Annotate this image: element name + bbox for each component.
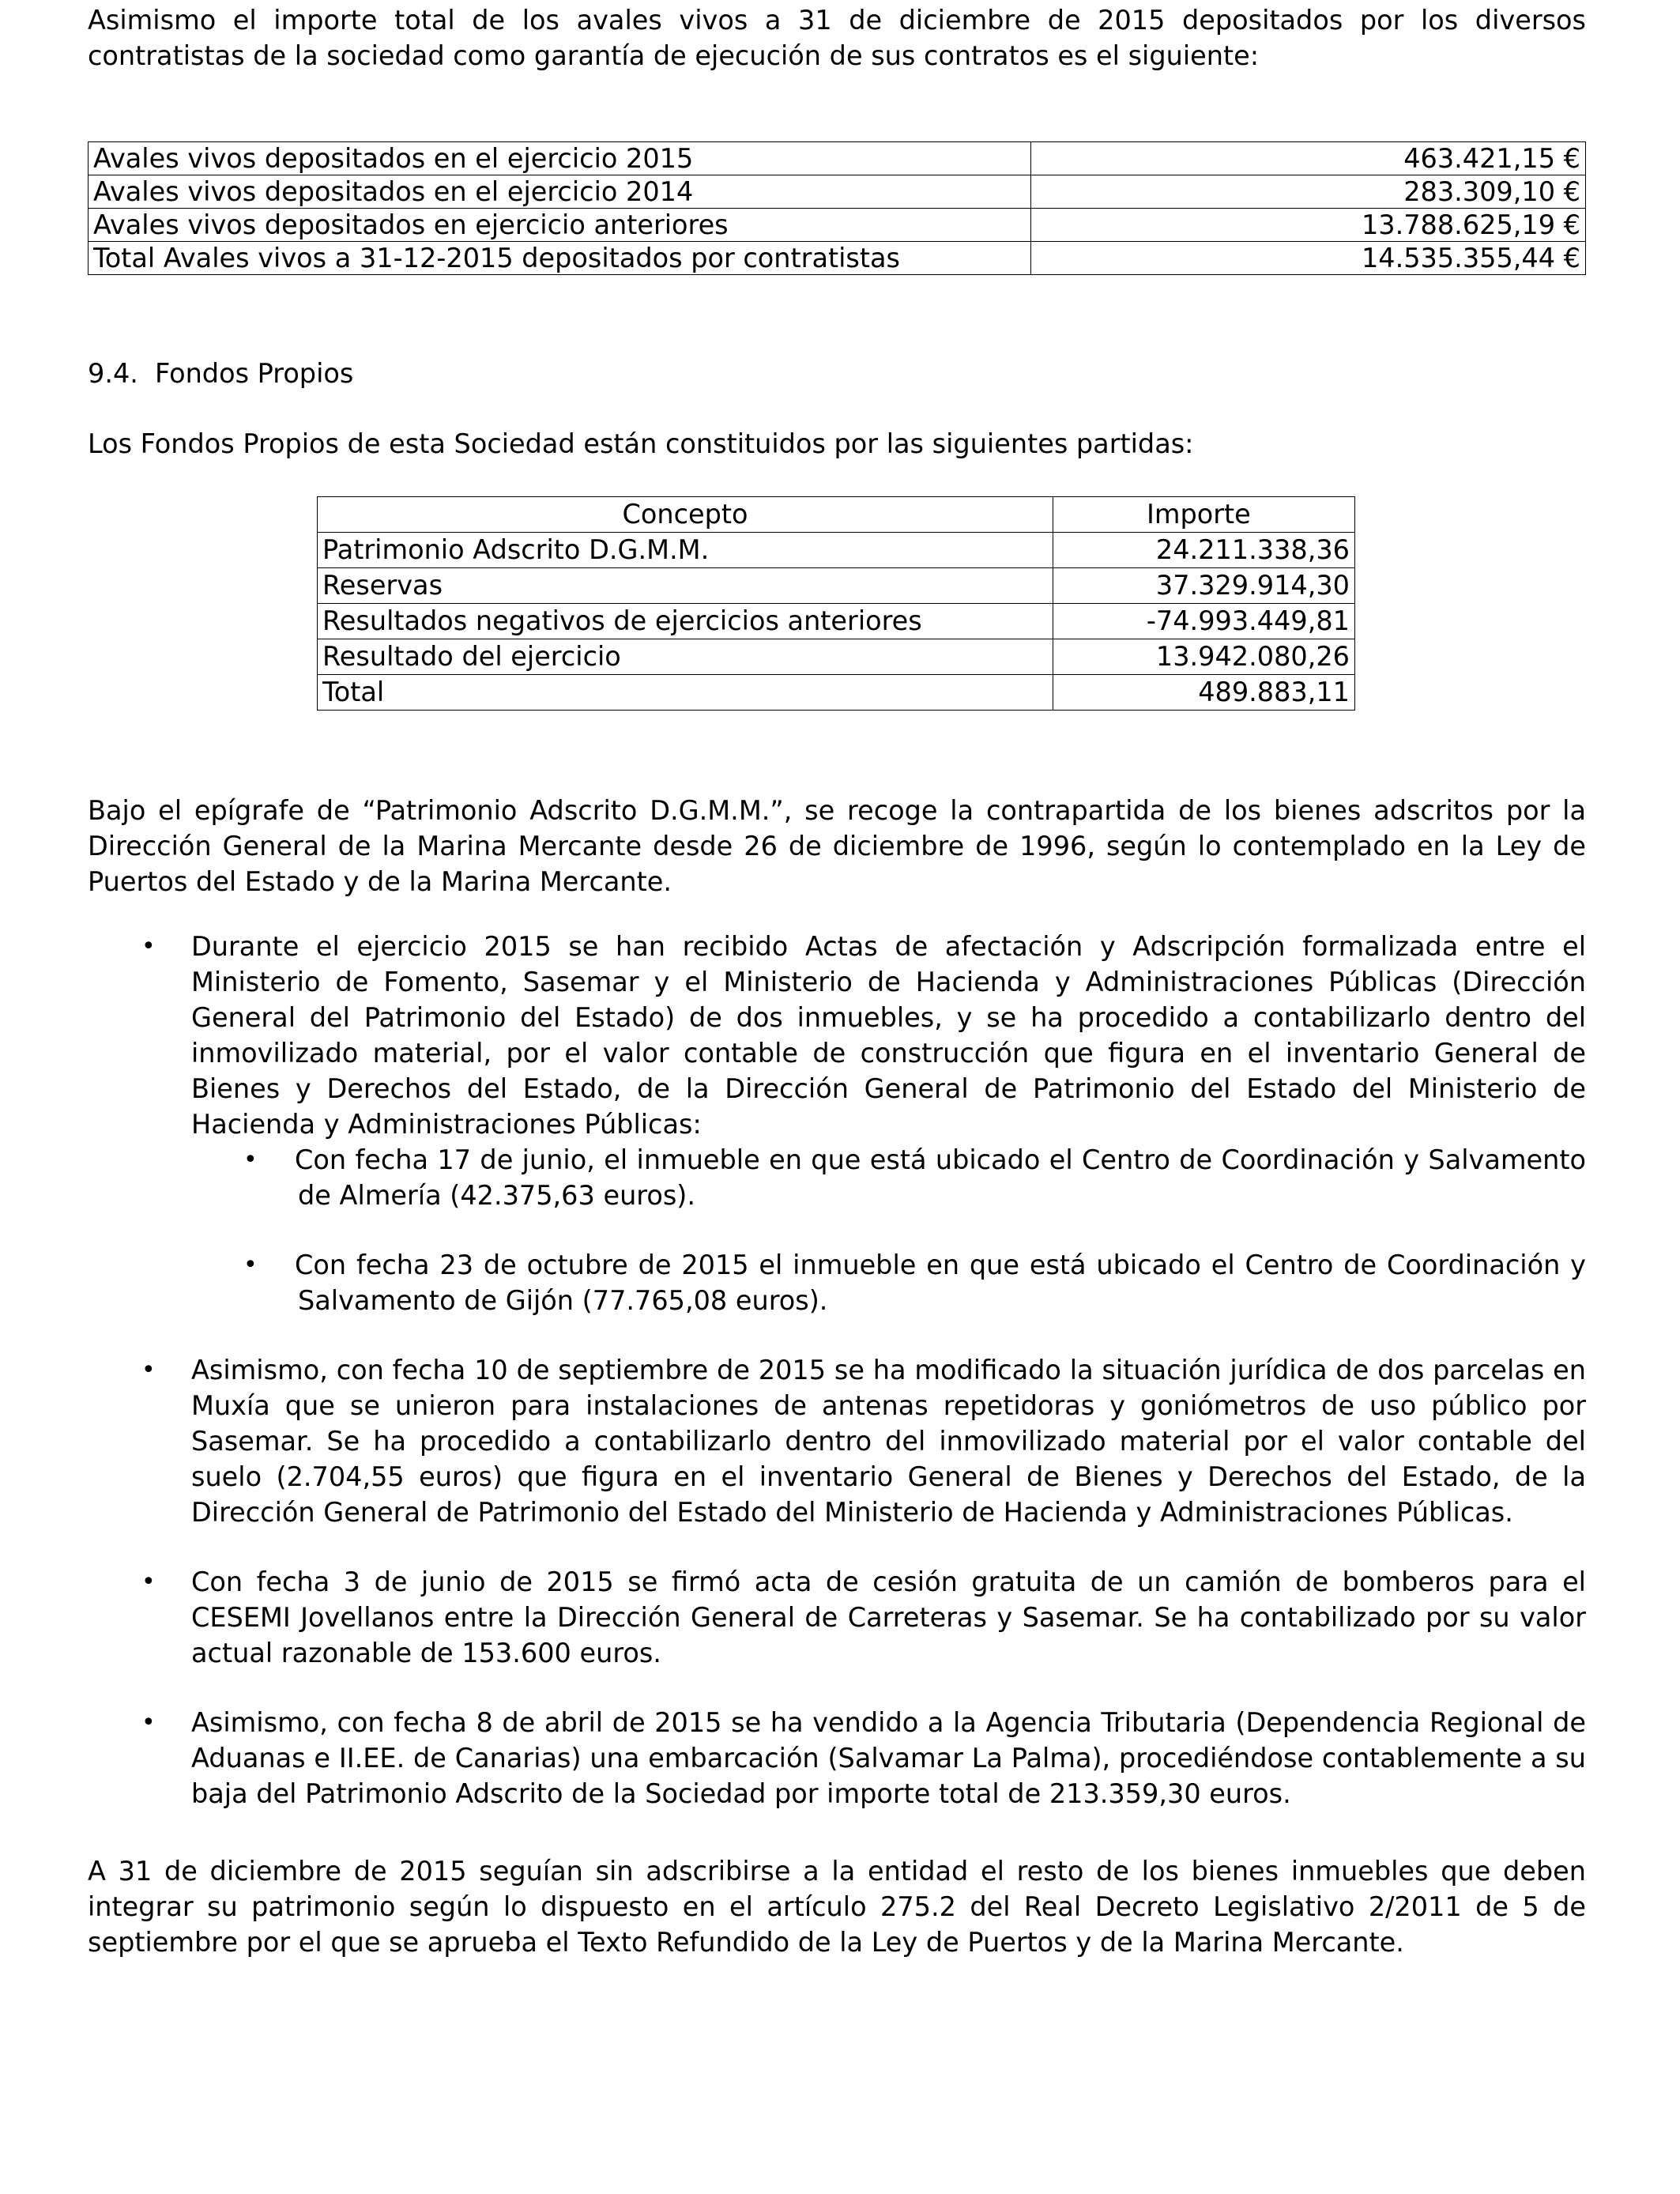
table-row: [318, 568, 1355, 604]
importe-cell: 13.942.080,26: [1053, 639, 1355, 675]
avales-label: Avales vivos depositados en el ejercicio 2014: [89, 175, 1031, 209]
list-item-text: Asimismo, con fecha 8 de abril de 2015 se ha vendido a la Agencia Tributaria (Dependencia Regional de Aduanas e II.EE. de Canarias) una embarcación (Salvamar La Palma), procediéndose contablemente a su baja del Patrimonio Adscrito de la Sociedad por importe total de 213.359,30 euros.: [191, 1707, 1586, 1809]
table-header-row: [318, 497, 1355, 533]
importe-cell: 489.883,11: [1053, 675, 1355, 711]
avales-label: Total Avales vivos a 31-12-2015 depositados por contratistas: [89, 242, 1031, 275]
closing-paragraph: A 31 de diciembre de 2015 seguían sin adscribirse a la entidad el resto de los bienes inmuebles que deben integrar su patrimonio según lo dispuesto en el artículo 275.2 del Real Decreto Legislativo 2/2011 de 5 de septiembre por el que se aprueba el Texto Refundido de la Ley de Puertos y de la Marina Mercante.: [88, 1856, 1586, 1958]
importe-cell: 37.329.914,30: [1053, 568, 1355, 604]
bullet-icon: •: [141, 1356, 156, 1384]
column-header-importe: Importe: [1053, 497, 1355, 533]
sub-list-item-line: Salvamento de Gijón (77.765,08 euros).: [298, 1285, 828, 1316]
sub-list-item: [88, 1247, 1586, 1318]
bullet-icon: •: [243, 1251, 258, 1279]
bullet-icon: •: [141, 1568, 156, 1596]
avales-table: [88, 141, 1586, 275]
concepto-cell: Total: [318, 675, 1053, 711]
list-item: [88, 1705, 1586, 1811]
importe-cell: 24.211.338,36: [1053, 533, 1355, 568]
sub-list-item-line: Con fecha 17 de junio, el inmueble en que está ubicado el Centro de Coordinación y Salvamento: [295, 1144, 1586, 1175]
list-item-text: Asimismo, con fecha 10 de septiembre de 2015 se ha modificado la situación jurídica de dos parcelas en Muxía que se unieron para instalaciones de antenas repetidoras y goniómetros de uso público por Sasemar. Se ha procedido a contabilizarlo dentro del inmovilizado material por el valor contable del suelo (2.704,55 euros) que figura en el inventario General de Bienes y Derechos del Estado, de la Dirección General de Patrimonio del Estado del Ministerio de Hacienda y Administraciones Públicas.: [191, 1355, 1586, 1528]
avales-intro-paragraph: Asimismo el importe total de los avales vivos a 31 de diciembre de 2015 depositados por los diversos contratistas de la sociedad como garantía de ejecución de sus contratos es el siguiente:: [88, 5, 1586, 71]
table-row: [89, 175, 1586, 209]
table-row: [89, 142, 1586, 175]
table-row: [318, 639, 1355, 675]
list-item: [88, 929, 1586, 1142]
fondos-propios-table: [317, 496, 1355, 711]
sub-list-item-text: [295, 1142, 1586, 1213]
sub-list-item-line: de Almería (42.375,63 euros).: [298, 1180, 696, 1211]
list-item-text: Durante el ejercicio 2015 se han recibido Actas de afectación y Adscripción formalizada entre el Ministerio de Fomento, Sasemar y el Ministerio de Hacienda y Administraciones Públicas (Dirección General del Patrimonio del Estado) de dos inmuebles, y se ha procedido a contabilizarlo dentro del inmovilizado material, por el valor contable de construcción que figura en el inventario General de Bienes y Derechos del Estado, de la Dirección General de Patrimonio del Estado del Ministerio de Hacienda y Administraciones Públicas:: [191, 931, 1586, 1140]
bullet-icon: •: [141, 1709, 156, 1736]
concepto-cell: Resultado del ejercicio: [318, 639, 1053, 675]
fondos-intro-paragraph: Los Fondos Propios de esta Sociedad están constituidos por las siguientes partidas:: [88, 428, 1194, 459]
bullet-icon: •: [243, 1146, 258, 1174]
sub-list-item-line: Con fecha 23 de octubre de 2015 el inmueble en que está ubicado el Centro de Coordinación y: [295, 1250, 1586, 1280]
section-title: Fondos Propios: [155, 358, 354, 389]
avales-amount: 13.788.625,19 €: [1031, 209, 1586, 242]
table-row: [318, 533, 1355, 568]
avales-amount: 463.421,15 €: [1031, 142, 1586, 175]
patrimonio-paragraph: Bajo el epígrafe de “Patrimonio Adscrito D.G.M.M.”, se recoge la contrapartida de los bienes adscritos por la Dirección General de la Marina Mercante desde 26 de diciembre de 1996, según lo contemplado en la Ley de Puertos del Estado y de la Marina Mercante.: [88, 795, 1586, 897]
avales-label: Avales vivos depositados en el ejercicio 2015: [89, 142, 1031, 175]
table-row: [89, 209, 1586, 242]
bullet-icon: •: [141, 933, 156, 960]
sub-list-item: [88, 1142, 1586, 1213]
section-number: 9.4.: [88, 358, 138, 389]
concepto-cell: Reservas: [318, 568, 1053, 604]
concepto-cell: Patrimonio Adscrito D.G.M.M.: [318, 533, 1053, 568]
table-row: [318, 675, 1355, 711]
list-item: [88, 1352, 1586, 1530]
avales-amount: 14.535.355,44 €: [1031, 242, 1586, 275]
column-header-concepto: Concepto: [318, 497, 1053, 533]
avales-amount: 283.309,10 €: [1031, 175, 1586, 209]
sub-list-item-text: [295, 1247, 1586, 1318]
table-row: [318, 604, 1355, 639]
section-heading: [88, 356, 353, 391]
importe-cell: -74.993.449,81: [1053, 604, 1355, 639]
list-item: [88, 1564, 1586, 1671]
concepto-cell: Resultados negativos de ejercicios anteriores: [318, 604, 1053, 639]
table-row: [89, 242, 1586, 275]
list-item-text: Con fecha 3 de junio de 2015 se firmó acta de cesión gratuita de un camión de bomberos para el CESEMI Jovellanos entre la Dirección General de Carreteras y Sasemar. Se ha contabilizado por su valor actual razonable de 153.600 euros.: [191, 1566, 1586, 1668]
avales-label: Avales vivos depositados en ejercicio anteriores: [89, 209, 1031, 242]
